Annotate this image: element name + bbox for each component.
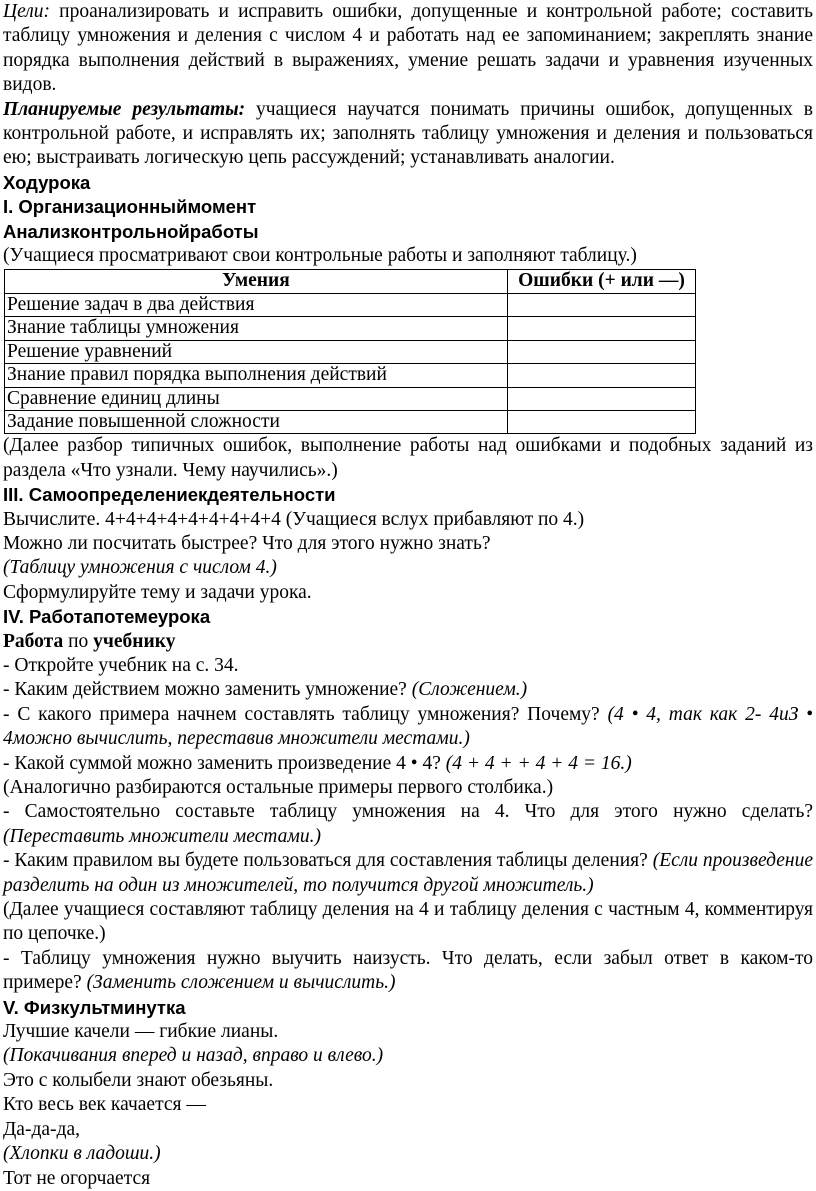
heading-section-2: Анализконтрольнойработы	[3, 220, 259, 242]
skill-cell: Сравнение единиц длины	[5, 387, 508, 410]
error-cell	[508, 293, 696, 316]
results-text: учащиеся научатся понимать причины ошибок, допущенных в контрольной работе, и исправлять их; заполнять таблицу умножения и деления и пользоваться ею; выстраивать логическую цепь рассуждений; устанавливать аналогии.	[3, 98, 814, 169]
heading-section-5: V. Физкультминутка	[3, 996, 186, 1018]
s4-answer-1: (Сложением.)	[411, 679, 528, 701]
work-with-textbook	[3, 630, 813, 654]
after-table-note: (Далее разбор типичных ошибок, выполнение работы над ошибками и подобных заданий из раздела «Что узнали. Чему научились».)	[3, 435, 813, 481]
s4-line-2: (Аналогично разбираются остальные примеры первого столбика.)	[3, 777, 554, 798]
poem-line-1: Лучшие качели — гибкие лианы.	[3, 1021, 279, 1043]
skill-cell: Знание правил порядка выполнения действий	[5, 364, 508, 387]
s4-line-3: (Далее учащиеся составляют таблицу деления на 4 и таблицу деления с частным 4, комментируя по цепочке.)	[3, 899, 813, 945]
s4-question-3: - Какой суммой можно заменить произведение 4 • 4? (4 + 4 + + 4 + 4 = 16.)	[3, 752, 632, 774]
s4-line-1: - Откройте учебник на с. 34.	[3, 654, 239, 676]
work-bold-1: Работа	[3, 630, 64, 652]
s4-answer-5: (Если произведение разделить на один из множителей, то получится другой множитель.)	[3, 850, 813, 896]
s4-answer-6: (Заменить сложением и вычислить.)	[86, 972, 396, 994]
s4-question-6: - Таблицу умножения нужно выучить наизусть. Что делать, если забыл ответ в каком-то примере? (Заменить сложением и вычислить.)	[3, 947, 813, 994]
skill-cell: Решение уравнений	[5, 340, 508, 363]
s3-line-2: Можно ли посчитать быстрее? Что для этого нужно знать?	[3, 532, 491, 554]
skills-table	[4, 269, 696, 434]
s4-answer-4: (Переставить множители местами.)	[3, 825, 321, 847]
error-cell	[508, 410, 696, 433]
table-row	[5, 317, 696, 340]
table-intro: (Учащиеся просматривают свои контрольные работы и заполняют таблицу.)	[3, 245, 637, 267]
table-row	[5, 387, 696, 410]
error-cell	[508, 317, 696, 340]
table-row	[5, 364, 696, 387]
poem-line-7: Тот не огорчается	[3, 1167, 151, 1189]
s4-answer-2: (4 • 4, так как 2- 4иЗ • 4можно вычислить, переставив множители местами.)	[3, 703, 814, 750]
s3-line-1: Вычислите. 4+4+4+4+4+4+4+4+4 (Учащиеся вслух прибавляют по 4.)	[3, 508, 585, 530]
heading-section-4: IV. Работапотемеурока	[3, 606, 211, 628]
poem-line-6: (Хлопки в ладоши.)	[3, 1143, 161, 1165]
poem-line-5: Да-да-да,	[3, 1118, 80, 1140]
s4-question-4: - Самостоятельно составьте таблицу умножения на 4. Что для этого нужно сделать? (Переставить множители местами.)	[3, 801, 813, 847]
table-header-errors: Ошибки (+ или —)	[508, 270, 696, 293]
table-row	[5, 340, 696, 363]
table-row	[5, 410, 696, 433]
poem-line-2: (Покачивания вперед и назад, вправо и влево.)	[3, 1045, 384, 1067]
table-header-skills: Умения	[5, 270, 508, 293]
s4-question-2: - С какого примера начнем составлять таблицу умножения? Почему? (4 • 4, так как 2- 4иЗ • 4можно вычислить, переставив множители местами.)	[3, 703, 814, 750]
skill-cell: Знание таблицы умножения	[5, 317, 508, 340]
heading-section-1: I. Организационныймомент	[3, 196, 257, 218]
goals-label: Цели:	[3, 1, 50, 22]
table-row	[5, 293, 696, 316]
work-mid: по	[63, 630, 94, 652]
table-header-row	[5, 270, 696, 293]
s4-question-5: - Каким правилом вы будете пользоваться для составления таблицы деления? (Если произведение разделить на один из множителей, то получится другой множитель.)	[3, 850, 813, 896]
poem-line-4: Кто весь век качается —	[3, 1094, 206, 1116]
heading-section-3: III. Самоопределениекдеятельности	[3, 484, 336, 506]
s4-answer-3: (4 + 4 + + 4 + 4 = 16.)	[445, 752, 632, 774]
error-cell	[508, 387, 696, 410]
results-paragraph	[3, 98, 813, 171]
error-cell	[508, 340, 696, 363]
heading-course: Ходурока	[3, 171, 91, 193]
s4-question-1: - Каким действием можно заменить умножение? (Сложением.)	[3, 679, 528, 701]
goals-paragraph	[3, 0, 813, 98]
poem-line-3: Это с колыбели знают обезьяны.	[3, 1069, 274, 1091]
error-cell	[508, 364, 696, 387]
results-label: Планируемые результаты:	[3, 98, 246, 120]
skill-cell: Задание повышенной сложности	[5, 410, 508, 433]
work-bold-2: учебнику	[93, 630, 176, 652]
s3-line-3: (Таблицу умножения с числом 4.)	[3, 557, 277, 579]
s3-line-4: Сформулируйте тему и задачи урока.	[3, 581, 312, 603]
skill-cell: Решение задач в два действия	[5, 293, 508, 316]
goals-text: проанализировать и исправить ошибки, допущенные и контрольной работе; составить таблицу умножения и деления с числом 4 и работать над ее запоминанием; закреплять знание порядка выполнения действий в выражениях, умение решать задачи и уравнения изученных видов.	[3, 1, 813, 96]
